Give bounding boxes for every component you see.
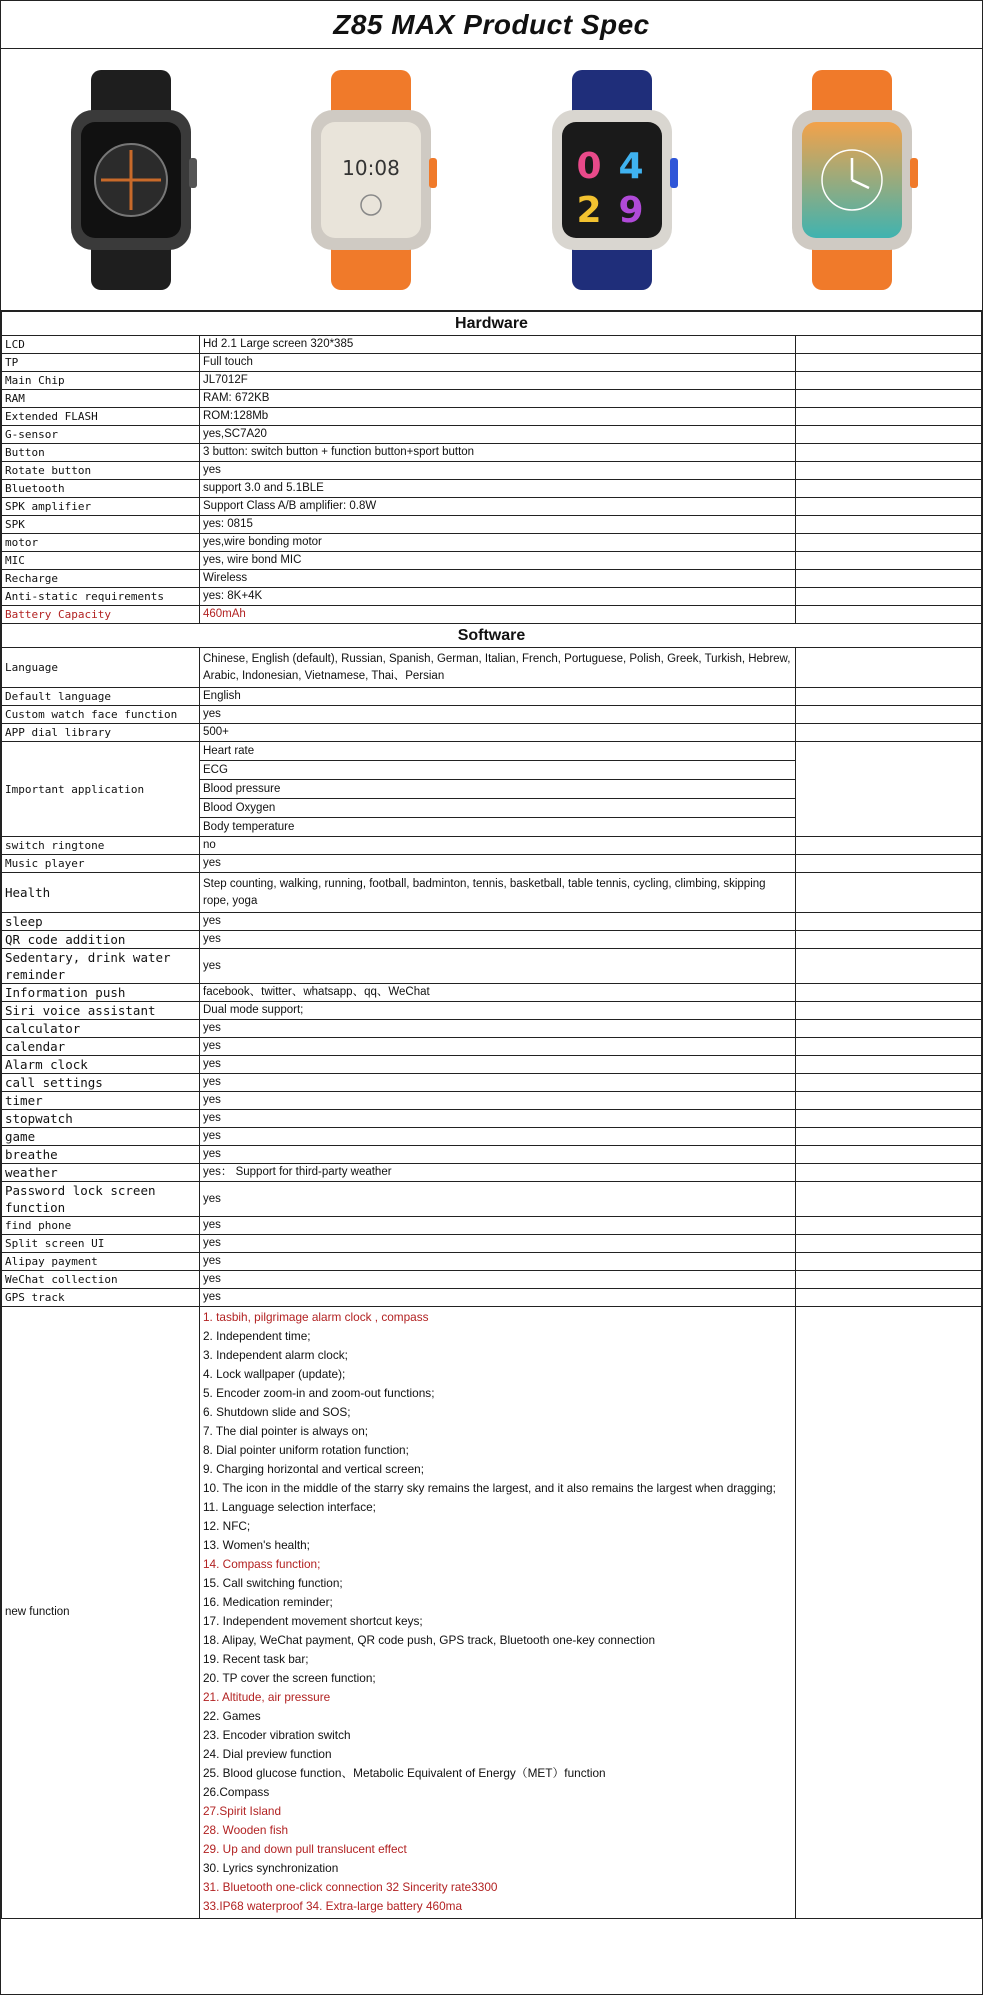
spec-label: Custom watch face function bbox=[2, 706, 200, 724]
spec-value: yes,wire bonding motor bbox=[200, 534, 796, 552]
spec-blank-cell bbox=[796, 1110, 982, 1128]
title-row bbox=[1, 1, 982, 49]
spec-row-game bbox=[2, 1128, 982, 1146]
spec-label: switch ringtone bbox=[2, 837, 200, 855]
new-function-item: 8. Dial pointer uniform rotation function; bbox=[203, 1443, 409, 1457]
spec-blank-cell bbox=[796, 1128, 982, 1146]
svg-text:9: 9 bbox=[618, 189, 644, 231]
spec-label: new function bbox=[2, 1307, 200, 1919]
spec-label: Rotate button bbox=[2, 462, 200, 480]
spec-value: yes bbox=[200, 855, 796, 873]
new-function-item: 22. Games bbox=[203, 1709, 261, 1723]
spec-blank-cell bbox=[796, 648, 982, 688]
spec-label: motor bbox=[2, 534, 200, 552]
spec-value: yes bbox=[200, 706, 796, 724]
spec-row-app-dial-library bbox=[2, 724, 982, 742]
spec-blank-cell bbox=[796, 724, 982, 742]
spec-value: yes bbox=[200, 1235, 796, 1253]
spec-row-sleep bbox=[2, 913, 982, 931]
spec-label: Music player bbox=[2, 855, 200, 873]
spec-value: yes： Support for third-party weather bbox=[200, 1164, 796, 1182]
new-function-item: 9. Charging horizontal and vertical screen; bbox=[203, 1462, 424, 1476]
spec-label: Recharge bbox=[2, 570, 200, 588]
spec-value: yes bbox=[200, 1182, 796, 1217]
black-watch-image bbox=[36, 60, 226, 300]
new-function-item: 26.Compass bbox=[203, 1785, 270, 1799]
spec-blank-cell bbox=[796, 1307, 982, 1919]
spec-row-split-screen-ui bbox=[2, 1235, 982, 1253]
important-application-item: Heart rate bbox=[200, 742, 795, 761]
new-function-item: 25. Blood glucose function、Metabolic Equivalent of Energy（MET）function bbox=[203, 1766, 606, 1780]
spec-row-call-settings bbox=[2, 1074, 982, 1092]
svg-text:0: 0 bbox=[576, 145, 602, 187]
spec-row-extended-flash bbox=[2, 408, 982, 426]
spec-label: G-sensor bbox=[2, 426, 200, 444]
spec-label: Extended FLASH bbox=[2, 408, 200, 426]
spec-blank-cell bbox=[796, 1002, 982, 1020]
spec-label: APP dial library bbox=[2, 724, 200, 742]
spec-row-find-phone bbox=[2, 1217, 982, 1235]
spec-row-gps-track bbox=[2, 1289, 982, 1307]
new-function-item: 3. Independent alarm clock; bbox=[203, 1348, 348, 1362]
spec-value: yes bbox=[200, 1110, 796, 1128]
spec-row-button bbox=[2, 444, 982, 462]
important-application-item: Blood pressure bbox=[200, 780, 795, 799]
spec-blank-cell bbox=[796, 498, 982, 516]
spec-label: call settings bbox=[2, 1074, 200, 1092]
spec-label: calendar bbox=[2, 1038, 200, 1056]
spec-label: LCD bbox=[2, 336, 200, 354]
spec-value: 460mAh bbox=[200, 606, 796, 624]
spec-blank-cell bbox=[796, 1289, 982, 1307]
spec-row-new-function bbox=[2, 1307, 982, 1919]
spec-label: Bluetooth bbox=[2, 480, 200, 498]
spec-value: yes bbox=[200, 913, 796, 931]
orange-silver-watch-image bbox=[276, 60, 466, 300]
new-function-item: 6. Shutdown slide and SOS; bbox=[203, 1405, 351, 1419]
spec-blank-cell bbox=[796, 336, 982, 354]
spec-blank-cell bbox=[796, 408, 982, 426]
new-function-item: 30. Lyrics synchronization bbox=[203, 1861, 339, 1875]
spec-row-alarm-clock bbox=[2, 1056, 982, 1074]
important-application-item: Blood Oxygen bbox=[200, 799, 795, 818]
spec-row-siri-voice-assistant bbox=[2, 1002, 982, 1020]
spec-blank-cell bbox=[796, 444, 982, 462]
new-function-item: 27.Spirit Island bbox=[203, 1804, 282, 1818]
spec-value: yes bbox=[200, 1128, 796, 1146]
new-function-item: 29. Up and down pull translucent effect bbox=[203, 1842, 407, 1856]
spec-row-sedentary bbox=[2, 949, 982, 984]
software-section-header bbox=[2, 624, 982, 648]
spec-blank-cell bbox=[796, 372, 982, 390]
spec-value: no bbox=[200, 837, 796, 855]
spec-value: yes bbox=[200, 462, 796, 480]
spec-label: TP bbox=[2, 354, 200, 372]
orange-gradient-watch-image bbox=[757, 60, 947, 300]
spec-value: yes bbox=[200, 1092, 796, 1110]
spec-label: stopwatch bbox=[2, 1110, 200, 1128]
spec-row-tp bbox=[2, 354, 982, 372]
spec-row-ram bbox=[2, 390, 982, 408]
spec-label: Alipay payment bbox=[2, 1253, 200, 1271]
spec-blank-cell bbox=[796, 426, 982, 444]
new-function-list bbox=[200, 1307, 796, 1919]
spec-row-password-lock bbox=[2, 1182, 982, 1217]
spec-row-stopwatch bbox=[2, 1110, 982, 1128]
new-function-item: 5. Encoder zoom-in and zoom-out functions; bbox=[203, 1386, 435, 1400]
spec-label: Health bbox=[2, 873, 200, 913]
new-function-item: 4. Lock wallpaper (update); bbox=[203, 1367, 346, 1381]
spec-blank-cell bbox=[796, 570, 982, 588]
spec-row-important-application bbox=[2, 742, 982, 837]
spec-blank-cell bbox=[796, 1056, 982, 1074]
spec-blank-cell bbox=[796, 873, 982, 913]
spec-row-language bbox=[2, 648, 982, 688]
svg-text:2: 2 bbox=[576, 189, 602, 231]
new-function-item: 14. Compass function; bbox=[203, 1557, 321, 1571]
spec-blank-cell bbox=[796, 1217, 982, 1235]
spec-label: QR code addition bbox=[2, 931, 200, 949]
new-function-item: 20. TP cover the screen function; bbox=[203, 1671, 376, 1685]
spec-blank-cell bbox=[796, 462, 982, 480]
important-application-item: ECG bbox=[200, 761, 795, 780]
spec-row-alipay-payment bbox=[2, 1253, 982, 1271]
spec-value: English bbox=[200, 688, 796, 706]
new-function-item: 2. Independent time; bbox=[203, 1329, 311, 1343]
spec-value: 3 button: switch button + function button+sport button bbox=[200, 444, 796, 462]
spec-blank-cell bbox=[796, 552, 982, 570]
spec-value: yes, wire bond MIC bbox=[200, 552, 796, 570]
spec-value: Support Class A/B amplifier: 0.8W bbox=[200, 498, 796, 516]
spec-blank-cell bbox=[796, 516, 982, 534]
spec-blank-cell bbox=[796, 1074, 982, 1092]
spec-blank-cell bbox=[796, 1253, 982, 1271]
spec-label: breathe bbox=[2, 1146, 200, 1164]
spec-value: yes bbox=[200, 1038, 796, 1056]
spec-label: RAM bbox=[2, 390, 200, 408]
spec-row-battery-capacity bbox=[2, 606, 982, 624]
hardware-heading: Hardware bbox=[2, 312, 982, 336]
spec-blank-cell bbox=[796, 1092, 982, 1110]
spec-row-music-player bbox=[2, 855, 982, 873]
spec-blank-cell bbox=[796, 688, 982, 706]
product-images-row bbox=[1, 49, 982, 311]
spec-value: Step counting, walking, running, football, badminton, tennis, basketball, table tennis, cycling, climbing, skipping rope, yoga bbox=[200, 873, 796, 913]
spec-label: Siri voice assistant bbox=[2, 1002, 200, 1020]
important-application-list bbox=[200, 742, 796, 837]
spec-blank-cell bbox=[796, 390, 982, 408]
spec-row-weather bbox=[2, 1164, 982, 1182]
spec-value: yes bbox=[200, 1146, 796, 1164]
spec-label: find phone bbox=[2, 1217, 200, 1235]
spec-row-motor bbox=[2, 534, 982, 552]
spec-row-mic bbox=[2, 552, 982, 570]
spec-label: MIC bbox=[2, 552, 200, 570]
spec-value: yes bbox=[200, 1253, 796, 1271]
important-application-item: Body temperature bbox=[203, 821, 295, 833]
spec-label: Main Chip bbox=[2, 372, 200, 390]
spec-label: Split screen UI bbox=[2, 1235, 200, 1253]
spec-value: yes bbox=[200, 1217, 796, 1235]
spec-value: Wireless bbox=[200, 570, 796, 588]
spec-blank-cell bbox=[796, 480, 982, 498]
spec-blank-cell bbox=[796, 354, 982, 372]
spec-value: yes bbox=[200, 1056, 796, 1074]
blue-watch-image bbox=[517, 60, 707, 300]
spec-value: yes: 8K+4K bbox=[200, 588, 796, 606]
spec-row-switch-ringtone bbox=[2, 837, 982, 855]
spec-row-spk-amplifier bbox=[2, 498, 982, 516]
new-function-item: 7. The dial pointer is always on; bbox=[203, 1424, 369, 1438]
spec-label: SPK amplifier bbox=[2, 498, 200, 516]
spec-blank-cell bbox=[796, 837, 982, 855]
spec-row-breathe bbox=[2, 1146, 982, 1164]
spec-blank-cell bbox=[796, 534, 982, 552]
spec-row-wechat-collection bbox=[2, 1271, 982, 1289]
new-function-item: 16. Medication reminder; bbox=[203, 1595, 333, 1609]
new-function-item: 11. Language selection interface; bbox=[203, 1500, 376, 1514]
new-function-item: 15. Call switching function; bbox=[203, 1576, 343, 1590]
spec-row-information-push bbox=[2, 984, 982, 1002]
spec-label: timer bbox=[2, 1092, 200, 1110]
spec-blank-cell bbox=[796, 1271, 982, 1289]
spec-row-custom-watch-face-function bbox=[2, 706, 982, 724]
spec-blank-cell bbox=[796, 1164, 982, 1182]
new-function-item: 13. Women's health; bbox=[203, 1538, 310, 1552]
spec-label: weather bbox=[2, 1164, 200, 1182]
spec-label: sleep bbox=[2, 913, 200, 931]
new-function-item: 12. NFC; bbox=[203, 1519, 251, 1533]
software-heading: Software bbox=[2, 624, 982, 648]
spec-blank-cell bbox=[796, 1235, 982, 1253]
spec-value: ROM:128Mb bbox=[200, 408, 796, 426]
spec-row-qr-code-addition bbox=[2, 931, 982, 949]
spec-blank-cell bbox=[796, 706, 982, 724]
new-function-item: 21. Altitude, air pressure bbox=[203, 1690, 331, 1704]
spec-row-default-language bbox=[2, 688, 982, 706]
spec-blank-cell bbox=[796, 931, 982, 949]
spec-blank-cell bbox=[796, 1146, 982, 1164]
spec-label: Battery Capacity bbox=[2, 606, 200, 624]
spec-table bbox=[1, 311, 982, 1919]
spec-row-timer bbox=[2, 1092, 982, 1110]
spec-blank-cell bbox=[796, 855, 982, 873]
spec-label: Anti-static requirements bbox=[2, 588, 200, 606]
spec-blank-cell bbox=[796, 1020, 982, 1038]
spec-row-recharge bbox=[2, 570, 982, 588]
spec-label: SPK bbox=[2, 516, 200, 534]
spec-row-spk bbox=[2, 516, 982, 534]
new-function-item: 31. Bluetooth one-click connection 32 Sincerity rate3300 bbox=[203, 1880, 498, 1894]
spec-value: yes: 0815 bbox=[200, 516, 796, 534]
spec-value: yes bbox=[200, 949, 796, 984]
spec-value: Hd 2.1 Large screen 320*385 bbox=[200, 336, 796, 354]
spec-blank-cell bbox=[796, 984, 982, 1002]
spec-label: game bbox=[2, 1128, 200, 1146]
hardware-section-header bbox=[2, 312, 982, 336]
spec-label: Button bbox=[2, 444, 200, 462]
spec-blank-cell bbox=[796, 1182, 982, 1217]
spec-blank-cell bbox=[796, 913, 982, 931]
spec-label: Information push bbox=[2, 984, 200, 1002]
spec-row-calendar bbox=[2, 1038, 982, 1056]
spec-value: yes bbox=[200, 1289, 796, 1307]
spec-blank-cell bbox=[796, 1038, 982, 1056]
spec-value: yes,SC7A20 bbox=[200, 426, 796, 444]
spec-blank-cell bbox=[796, 742, 982, 837]
spec-row-calculator bbox=[2, 1020, 982, 1038]
new-function-item: 10. The icon in the middle of the starry sky remains the largest, and it also remains the largest when dragging; bbox=[203, 1481, 776, 1495]
page-title: Z85 MAX Product Spec bbox=[333, 8, 650, 40]
spec-row-anti-static-requirements bbox=[2, 588, 982, 606]
new-function-item: 19. Recent task bar; bbox=[203, 1652, 309, 1666]
spec-blank-cell bbox=[796, 606, 982, 624]
svg-text:10:08: 10:08 bbox=[342, 155, 401, 180]
spec-value: Full touch bbox=[200, 354, 796, 372]
spec-value: yes bbox=[200, 931, 796, 949]
spec-row-g-sensor bbox=[2, 426, 982, 444]
spec-label: Default language bbox=[2, 688, 200, 706]
new-function-item: 24. Dial preview function bbox=[203, 1747, 332, 1761]
spec-value: 500+ bbox=[200, 724, 796, 742]
spec-value: yes bbox=[200, 1074, 796, 1092]
spec-label: Password lock screen function bbox=[2, 1182, 200, 1217]
spec-value: support 3.0 and 5.1BLE bbox=[200, 480, 796, 498]
spec-value: RAM: 672KB bbox=[200, 390, 796, 408]
spec-value: JL7012F bbox=[200, 372, 796, 390]
spec-label: WeChat collection bbox=[2, 1271, 200, 1289]
spec-row-rotate-button bbox=[2, 462, 982, 480]
spec-value: yes bbox=[200, 1271, 796, 1289]
spec-value: Dual mode support; bbox=[200, 1002, 796, 1020]
spec-label: Alarm clock bbox=[2, 1056, 200, 1074]
new-function-item: 33.IP68 waterproof 34. Extra-large battery 460ma bbox=[203, 1899, 463, 1913]
new-function-item: 17. Independent movement shortcut keys; bbox=[203, 1614, 423, 1628]
spec-label: Language bbox=[2, 648, 200, 688]
spec-value: Chinese, English (default), Russian, Spanish, German, Italian, French, Portuguese, Polish, Greek, Turkish, Hebrew, Arabic, Indonesian, Vietnamese, Thai、Persian bbox=[200, 648, 796, 688]
spec-row-bluetooth bbox=[2, 480, 982, 498]
spec-blank-cell bbox=[796, 949, 982, 984]
new-function-item: 23. Encoder vibration switch bbox=[203, 1728, 351, 1742]
spec-row-lcd bbox=[2, 336, 982, 354]
spec-blank-cell bbox=[796, 588, 982, 606]
spec-label: Important application bbox=[2, 742, 200, 837]
spec-value: facebook、twitter、whatsapp、qq、WeChat bbox=[200, 984, 796, 1002]
spec-label: GPS track bbox=[2, 1289, 200, 1307]
new-function-item: 1. tasbih, pilgrimage alarm clock , compass bbox=[203, 1310, 429, 1324]
svg-text:4: 4 bbox=[618, 145, 644, 187]
spec-value: yes bbox=[200, 1020, 796, 1038]
new-function-item: 28. Wooden fish bbox=[203, 1823, 289, 1837]
spec-label: Sedentary, drink water reminder bbox=[2, 949, 200, 984]
spec-label: calculator bbox=[2, 1020, 200, 1038]
spec-row-health bbox=[2, 873, 982, 913]
new-function-item: 18. Alipay, WeChat payment, QR code push, GPS track, Bluetooth one-key connection bbox=[203, 1633, 656, 1647]
spec-row-main-chip bbox=[2, 372, 982, 390]
